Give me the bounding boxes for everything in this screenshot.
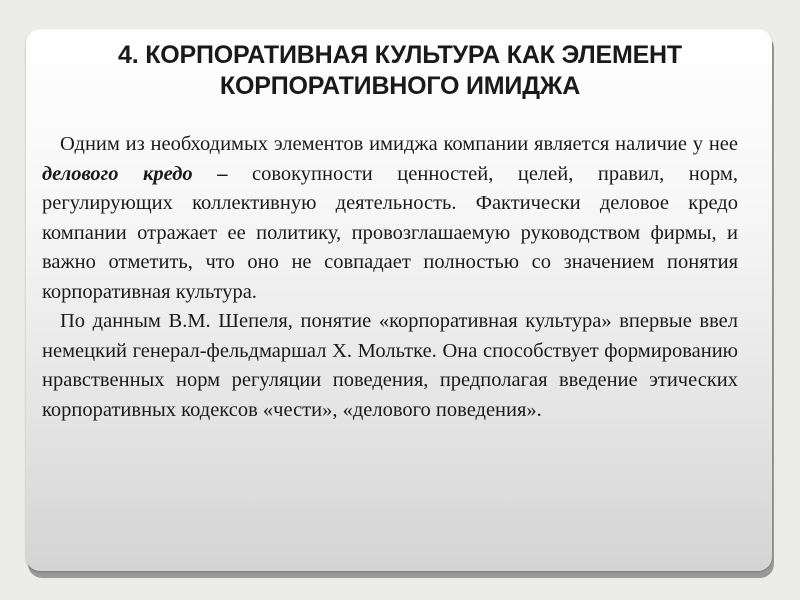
paragraph-1-definition: совокупности ценностей, целей, правил, норм, регулирующих коллективную деятельность. Фактически деловое кредо компании отражает ее политику, провозглашаемую руководством фирмы, и важно отметить, что оно не совпадает полностью со значением понятия корпоративная культура.: [42, 162, 738, 303]
business-creed-term: делового кредо: [42, 162, 193, 185]
definition-dash: –: [192, 162, 252, 185]
slide-body: [42, 130, 738, 425]
paragraph-1-intro: Одним из необходимых элементов имиджа компании является наличие у нее: [60, 133, 738, 155]
slide-title: [60, 40, 740, 102]
slide-title-line-2: КОРПОРАТИВНОГО ИМИДЖА: [219, 72, 581, 100]
paragraph-1: [42, 130, 738, 307]
slide-title-line-1: 4. КОРПОРАТИВНАЯ КУЛЬТУРА КАК ЭЛЕМЕНТ: [118, 41, 682, 69]
paragraph-2: По данным В.М. Шепеля, понятие «корпоративная культура» впервые ввел немецкий генерал-фельдмаршал Х. Мольтке. Она способствует формированию нравственных норм регуляции поведения, предполагая введение этических корпоративных кодексов «чести», «делового поведения».: [42, 310, 738, 421]
